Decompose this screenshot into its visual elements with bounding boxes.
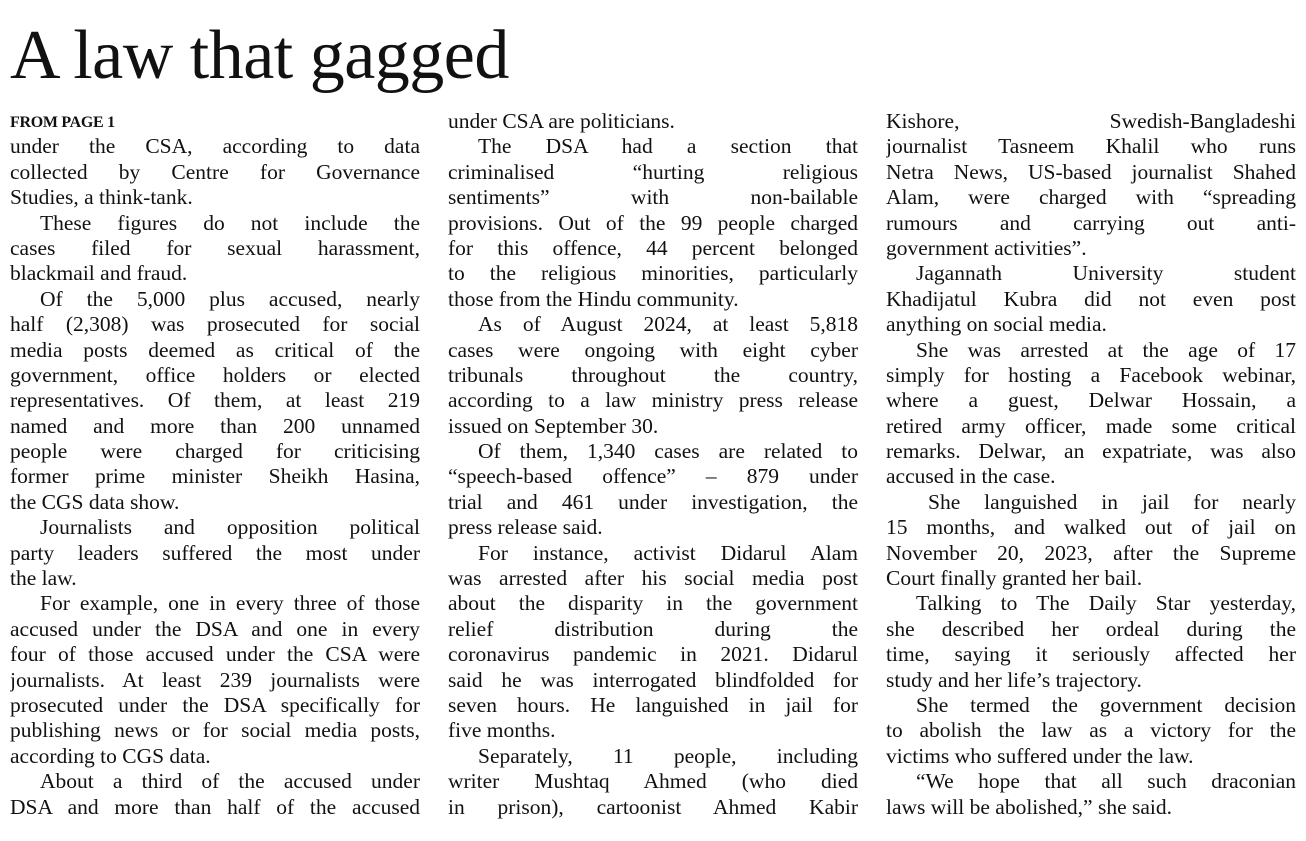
text-line: November 20, 2023, after the Supreme bbox=[886, 540, 1296, 565]
text-line: coronavirus pandemic in 2021. Didarul bbox=[448, 642, 858, 667]
article-paragraph bbox=[448, 744, 858, 820]
headline: A law that gagged bbox=[10, 17, 509, 94]
text-line: “We hope that all such draconian bbox=[916, 769, 1296, 794]
article-paragraph bbox=[10, 515, 420, 591]
text-line: to the religious minorities, particularly bbox=[448, 261, 858, 286]
article-paragraph bbox=[448, 134, 858, 312]
text-line: government, office holders or elected bbox=[10, 362, 420, 387]
text-line: accused under the DSA and one in every bbox=[10, 616, 420, 641]
text-line: representatives. Of them, at least 219 bbox=[10, 388, 420, 413]
article-column-2 bbox=[448, 109, 858, 820]
text-line: For instance, activist Didarul Alam bbox=[478, 540, 858, 565]
article-paragraph bbox=[10, 287, 420, 516]
text-line: Talking to The Daily Star yesterday, bbox=[916, 591, 1296, 616]
text-line: under CSA are politicians. bbox=[448, 109, 675, 133]
text-line: These figures do not include the bbox=[40, 210, 420, 235]
text-line: Of them, 1,340 cases are related to bbox=[478, 439, 858, 464]
text-line: criminalised “hurting religious bbox=[448, 159, 858, 184]
text-line: to abolish the law as a victory for the bbox=[886, 718, 1296, 743]
text-line: rumours and carrying out anti- bbox=[886, 210, 1296, 235]
text-line: prosecuted under the DSA specifically for bbox=[10, 692, 420, 717]
text-line: issued on September 30. bbox=[448, 413, 659, 438]
article-paragraph bbox=[886, 338, 1296, 490]
article-paragraph bbox=[886, 109, 1296, 261]
text-line: blackmail and fraud. bbox=[10, 261, 188, 286]
article-paragraph bbox=[886, 591, 1296, 693]
text-line: Journalists and opposition political bbox=[40, 515, 420, 540]
text-line: “speech-based offence” – 879 under bbox=[448, 464, 858, 489]
text-line: accused in the case. bbox=[886, 464, 1056, 489]
text-line: in prison), cartoonist Ahmed Kabir bbox=[448, 794, 858, 819]
text-line: people were charged for criticising bbox=[10, 439, 420, 464]
text-line: the CGS data show. bbox=[10, 489, 180, 514]
text-line: press release said. bbox=[448, 515, 603, 540]
text-line: those from the Hindu community. bbox=[448, 286, 739, 311]
text-line: where a guest, Delwar Hossain, a bbox=[886, 388, 1296, 413]
text-line: As of August 2024, at least 5,818 bbox=[478, 312, 858, 337]
text-line: five months. bbox=[448, 718, 556, 743]
text-line: anything on social media. bbox=[886, 312, 1107, 337]
text-line: government activities”. bbox=[886, 235, 1087, 260]
text-line: relief distribution during the bbox=[448, 616, 858, 641]
text-line: retired army officer, made some critical bbox=[886, 413, 1296, 438]
article-paragraph bbox=[886, 261, 1296, 337]
text-line: she described her ordeal during the bbox=[886, 616, 1296, 641]
text-line: trial and 461 under investigation, the bbox=[448, 489, 858, 514]
text-line: The DSA had a section that bbox=[478, 134, 858, 159]
article-paragraph bbox=[448, 541, 858, 744]
text-line: under the CSA, according to data bbox=[10, 134, 420, 159]
text-line: 15 months, and walked out of jail on bbox=[886, 515, 1296, 540]
text-line: about the disparity in the government bbox=[448, 591, 858, 616]
text-line: media posts deemed as critical of the bbox=[10, 337, 420, 362]
text-line: Khadijatul Kubra did not even post bbox=[886, 286, 1296, 311]
article-paragraph bbox=[10, 211, 420, 287]
article-paragraph bbox=[886, 490, 1296, 592]
text-line: She was arrested at the age of 17 bbox=[916, 337, 1296, 362]
article-column-3 bbox=[886, 109, 1296, 820]
text-line: journalist Tasneem Khalil who runs bbox=[886, 134, 1296, 159]
text-line: cases were ongoing with eight cyber bbox=[448, 337, 858, 362]
text-line: victims who suffered under the law. bbox=[886, 743, 1194, 768]
text-line: was arrested after his social media post bbox=[448, 566, 858, 591]
text-line: laws will be abolished,” she said. bbox=[886, 794, 1173, 819]
text-line: cases filed for sexual harassment, bbox=[10, 235, 420, 260]
text-line: simply for hosting a Facebook webinar, bbox=[886, 362, 1296, 387]
text-line: Studies, a think-tank. bbox=[10, 185, 193, 210]
text-line: She languished in jail for nearly bbox=[928, 489, 1296, 514]
article-paragraph bbox=[886, 769, 1296, 820]
text-line: Court finally granted her bail. bbox=[886, 566, 1143, 591]
text-line: the law. bbox=[10, 566, 77, 591]
text-line: For example, one in every three of those bbox=[40, 591, 420, 616]
article-paragraph bbox=[10, 769, 420, 820]
text-line: Kishore, Swedish-Bangladeshi bbox=[886, 109, 1296, 133]
text-line: She termed the government decision bbox=[916, 692, 1296, 717]
text-line: for this offence, 44 percent belonged bbox=[448, 235, 858, 260]
text-line: writer Mushtaq Ahmed (who died bbox=[448, 769, 858, 794]
text-line: tribunals throughout the country, bbox=[448, 362, 858, 387]
text-line: remarks. Delwar, an expatriate, was also bbox=[886, 439, 1296, 464]
text-line: Of the 5,000 plus accused, nearly bbox=[40, 286, 420, 311]
article-paragraph bbox=[886, 693, 1296, 769]
article-paragraph bbox=[448, 109, 858, 134]
text-line: four of those accused under the CSA were bbox=[10, 642, 420, 667]
text-line: seven hours. He languished in jail for bbox=[448, 692, 858, 717]
text-line: journalists. At least 239 journalists were bbox=[10, 667, 420, 692]
article-paragraph bbox=[10, 134, 420, 210]
text-line: sentiments” with non-bailable bbox=[448, 185, 858, 210]
text-line: said he was interrogated blindfolded for bbox=[448, 667, 858, 692]
text-line: collected by Centre for Governance bbox=[10, 159, 420, 184]
text-line: former prime minister Sheikh Hasina, bbox=[10, 464, 420, 489]
text-line: Netra News, US-based journalist Shahed bbox=[886, 159, 1296, 184]
article-paragraph bbox=[448, 439, 858, 541]
text-line: party leaders suffered the most under bbox=[10, 540, 420, 565]
text-line: DSA and more than half of the accused bbox=[10, 794, 420, 819]
text-line: half (2,308) was prosecuted for social bbox=[10, 312, 420, 337]
text-line: according to CGS data. bbox=[10, 743, 211, 768]
continuation-kicker: FROM PAGE 1 bbox=[10, 114, 115, 131]
text-line: time, saying it seriously affected her bbox=[886, 642, 1296, 667]
article-column-1 bbox=[10, 109, 420, 820]
text-line: Jagannath University student bbox=[916, 261, 1296, 286]
text-line: provisions. Out of the 99 people charged bbox=[448, 210, 858, 235]
text-line: About a third of the accused under bbox=[40, 769, 420, 794]
text-line: study and her life’s trajectory. bbox=[886, 667, 1142, 692]
text-line: Separately, 11 people, including bbox=[478, 743, 858, 768]
article-paragraph bbox=[448, 312, 858, 439]
text-line: publishing news or for social media posts, bbox=[10, 718, 420, 743]
text-line: according to a law ministry press release bbox=[448, 388, 858, 413]
article-paragraph bbox=[10, 591, 420, 769]
text-line: named and more than 200 unnamed bbox=[10, 413, 420, 438]
text-line: Alam, were charged with “spreading bbox=[886, 185, 1296, 210]
